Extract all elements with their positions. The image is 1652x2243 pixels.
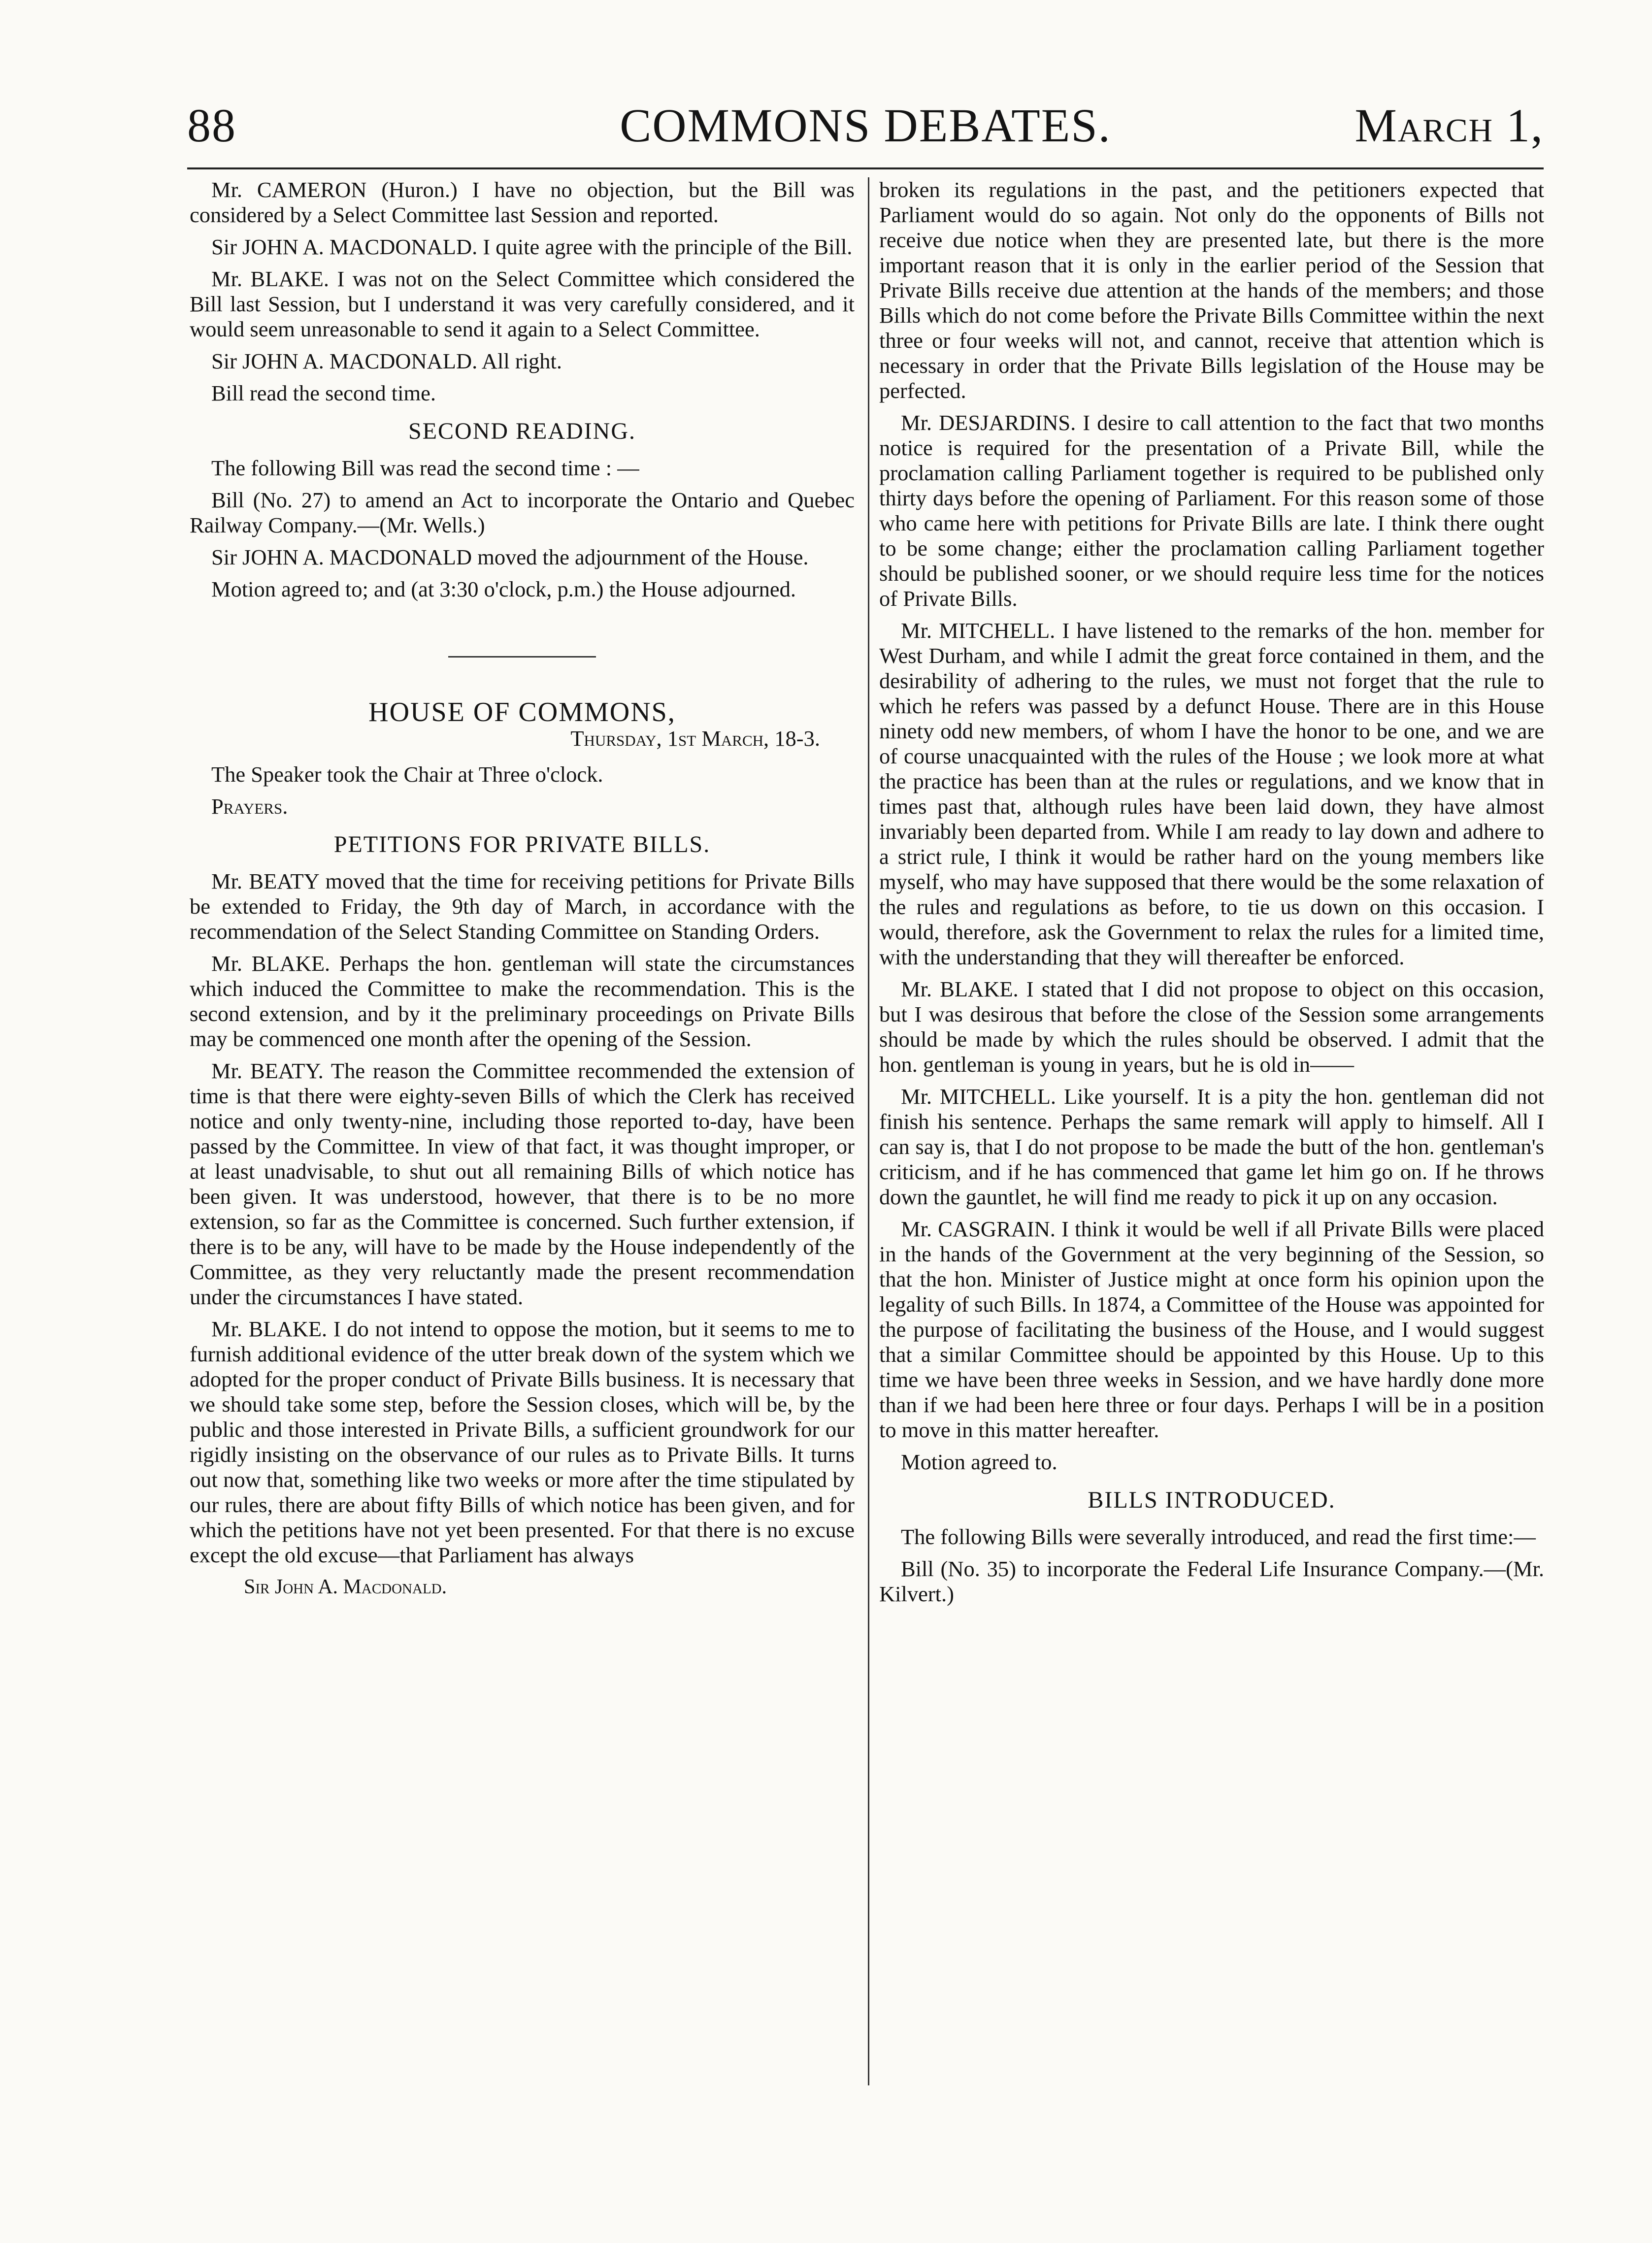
paragraph: Motion agreed to; and (at 3:30 o'clock, p.m.) the House adjourned. <box>211 577 796 601</box>
header-date: March 1, <box>1355 99 1544 152</box>
paragraph: Mr. BLAKE. I was not on the Select Committee which considered the Bill last Session, but I understand it was very carefully considered, and it would seem unreasonable to send it again to a Select Committee. <box>190 266 855 341</box>
paragraph: The Speaker took the Chair at Three o'clock. <box>211 762 603 787</box>
paragraph: Mr. BLAKE. I stated that I did not propose to object on this occasion, but I was desirous that before the close of the Session some arrangements should be made by which the rules should be observed. I admit that the hon. gentleman is young in years, but he is old in—— <box>879 977 1544 1077</box>
page-header <box>187 99 1544 163</box>
paragraph: Mr. DESJARDINS. I desire to call attention to the fact that two months notice is required for the presentation of a Private Bill, while the proclamation calling Parliament together is required to be published only thirty days before the opening of Parliament. For this reason some of those who came here with petitions for Private Bills are late. I think there ought to be some change; either the proclamation calling Parliament together should be published sooner, or we should require less time for the notices of Private Bills. <box>879 410 1544 611</box>
paragraph: broken its regulations in the past, and the petitioners expected that Parliament would do so again. Not only do the opponents of Bills not receive due notice when they are presented late, but there is the more important reason that it is only in the earlier period of the Session that Private Bills receive due attention at the hands of the members; and those Bills which do not come before the Private Bills Committee within the next three or four weeks will not, and cannot, receive that attention which is necessary in order that the Private Bills legislation of the House may be perfected. <box>879 177 1544 403</box>
right-column <box>879 177 1544 2085</box>
paragraph: Mr. BEATY moved that the time for receiving petitions for Private Bills be extended to Friday, the 9th day of March, in accordance with the recommendation of the Select Standing Committee on Standing Orders. <box>190 869 855 944</box>
paragraph: Mr. BLAKE. Perhaps the hon. gentleman will state the circumstances which induced the Committee to make the recommendation. This is the second extension, and by it the preliminary proceedings on Private Bills may be commenced one month after the opening of the Session. <box>190 951 855 1051</box>
paragraph: Mr. CASGRAIN. I think it would be well if all Private Bills were placed in the hands of the Government at the very beginning of the Session, so that the hon. Minister of Justice might at once form his opinion upon the legality of such Bills. In 1874, a Committee of the House was appointed for the purpose of facilitating the business of the House, and I would suggest that a similar Committee should be appointed by this House. Up to this time we have been three weeks in Session, and we have hardly done more than if we had been here three or four days. Perhaps I will be in a position to move in this matter hereafter. <box>879 1217 1544 1442</box>
prayers-line: Prayers. <box>211 794 288 819</box>
paragraph: Bill (No. 35) to incorporate the Federal Life Insurance Company.—(Mr. Kilvert.) <box>879 1556 1544 1606</box>
paragraph: Mr. BEATY. The reason the Committee recommended the extension of time is that there were eighty-seven Bills of which the Clerk has received notice and only twenty-nine, including those reported to-day, have been passed by the Committee. In view of that fact, it was thought improper, or at least unadvisable, to shut out all remaining Bills of which notice has been given. It was understood, however, that there is to be no more extension, so far as the Committee is concerned. Such further extension, if there is to be any, will have to be made by the House independently of the Committee, as they very reluctantly made the present recommendation under the circumstances I have stated. <box>190 1058 855 1309</box>
paragraph: The following Bill was read the second time : — <box>211 456 639 480</box>
paragraph: Bill read the second time. <box>211 381 436 405</box>
paragraph: Sir JOHN A. MACDONALD moved the adjournment of the House. <box>211 545 809 569</box>
left-column <box>190 177 855 2085</box>
sitting-dateline: Thursday, 1st March, 18-3. <box>570 726 820 751</box>
paragraph: Mr. CAMERON (Huron.) I have no objection, but the Bill was considered by a Select Committee last Session and reported. <box>190 177 855 227</box>
section-heading-second-reading: SECOND READING. <box>408 418 636 444</box>
paragraph: Mr. BLAKE. I do not intend to oppose the motion, but it seems to me to furnish additional evidence of the utter break down of the system which we adopted for the proper conduct of Private Bills business. It is necessary that we should take some step, before the Session closes, which will be, by the public and those interested in Private Bills, a sufficient groundwork for our rigidly insisting on the observance of our rules as to Private Bills. It turns out now that, something like two weeks or more after the time stipulated by our rules, there are about fifty Bills of which notice has been given, and for which the petitions have not yet been presented. For that there is no excuse except the old excuse—that Parliament has always <box>190 1317 855 1567</box>
page-title: COMMONS DEBATES. <box>620 99 1111 152</box>
paragraph: Motion agreed to. <box>901 1450 1057 1474</box>
paragraph: Mr. MITCHELL. I have listened to the remarks of the hon. member for West Durham, and while I admit the great force contained in them, and the desirability of adhering to the rules, we must not forget that the rule to which he refers was passed by a defunct House. There are in this House ninety odd new members, of whom I have the honor to be one, and we are of course unacquainted with the rules of the House ; we look more at what the practice has been than at the rules or regulations, and we know that in times past that, although rules have been laid down, they have almost invariably been departed from. While I am ready to lay down and adhere to a strict rule, I think it would be rather hard on the young members like myself, who may have supposed that there would be the some relaxation of the rules and regulations as before, to tie us down on this occasion. I would, therefore, ask the Government to relax the rules for a limited time, with the understanding that they will thereafter be enforced. <box>879 618 1544 969</box>
column-divider <box>868 177 869 2085</box>
section-heading-petitions: PETITIONS FOR PRIVATE BILLS. <box>333 831 711 858</box>
header-rule <box>187 167 1544 169</box>
paragraph: Sir JOHN A. MACDONALD. All right. <box>211 349 562 373</box>
paragraph: Bill (No. 27) to amend an Act to incorporate the Ontario and Quebec Railway Company.—(Mr. Wells.) <box>190 488 855 537</box>
section-heading-bills-introduced: BILLS INTRODUCED. <box>1088 1487 1336 1513</box>
catchword: Sir John A. Macdonald. <box>244 1576 447 1598</box>
paragraph: The following Bills were severally introduced, and read the first time:— <box>901 1524 1536 1549</box>
paragraph: Mr. MITCHELL. Like yourself. It is a pity the hon. gentleman did not finish his sentence. Perhaps the same remark will apply to himself. All I can say is, that I do not propose to be made the butt of the hon. gentleman's criticism, and if he has commenced that game let him go on. If he throws down the gauntlet, he will find me ready to pick it up on any occasion. <box>879 1084 1544 1209</box>
section-separator <box>448 656 596 658</box>
page-number: 88 <box>187 99 236 152</box>
house-title: HOUSE OF COMMONS, <box>368 697 676 727</box>
paragraph: Sir JOHN A. MACDONALD. I quite agree with the principle of the Bill. <box>211 234 853 259</box>
